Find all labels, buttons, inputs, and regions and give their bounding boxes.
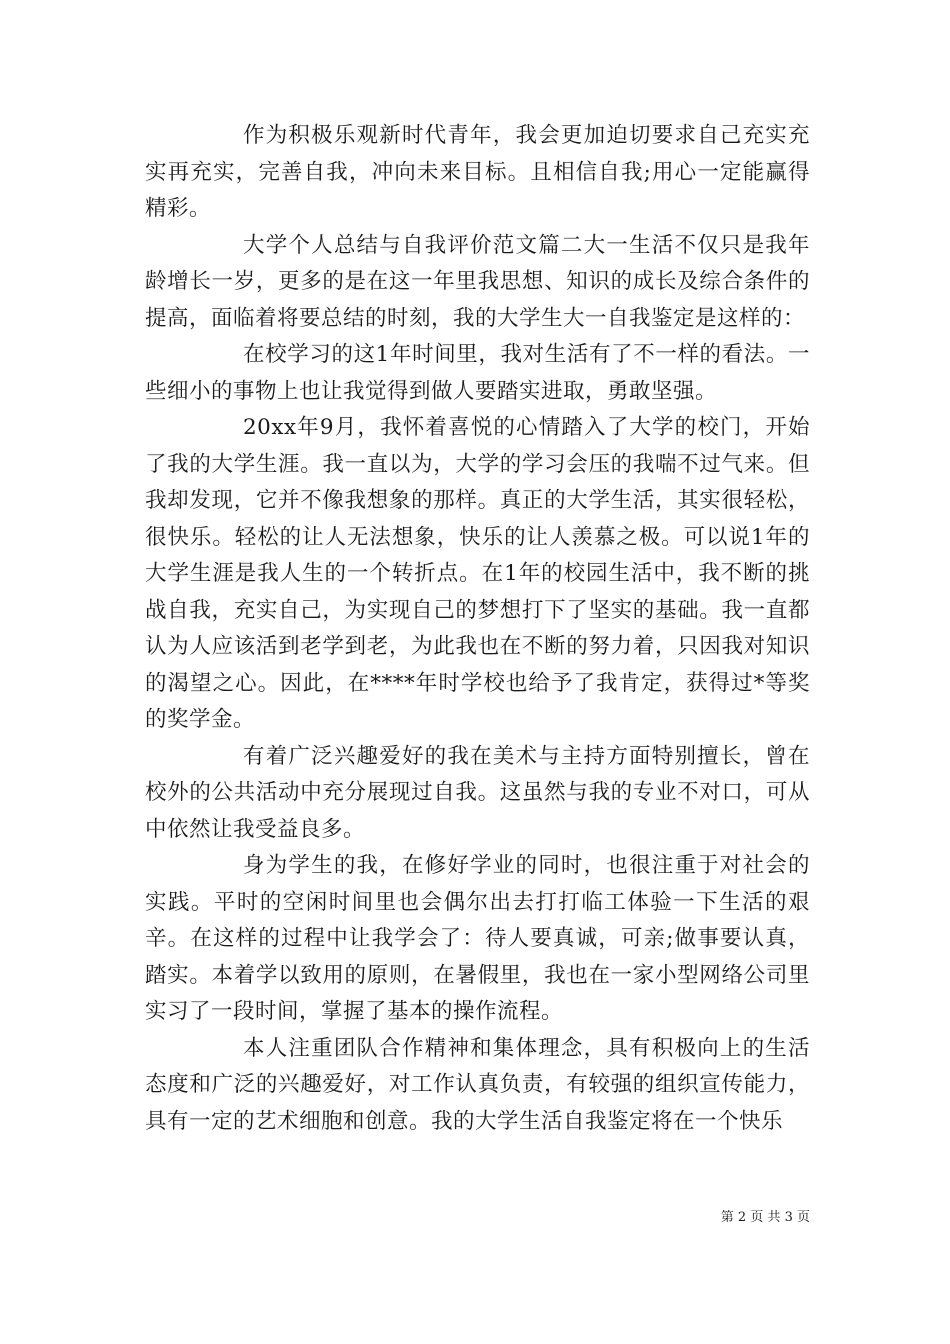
paragraph: 有着广泛兴趣爱好的我在美术与主持方面特别擅长，曾在校外的公共活动中充分展现过自我。这虽然与我的专业不对口，可从中依然让我受益良多。 — [145, 743, 810, 842]
document-body — [145, 118, 810, 1140]
paragraph: 20xx年9月，我怀着喜悦的心情踏入了大学的校门，开始了我的大学生涯。我一直以为，大学的学习会压的我喘不过气来。但我却发现，它并不像我想象的那样。真正的大学生活，其实很轻松，很快乐。轻松的让人无法想象，快乐的让人羡慕之极。可以说1年的大学生涯是我人生的一个转折点。在1年的校园生活中，我不断的挑战自我，充实自己，为实现自己的梦想打下了坚实的基础。我一直都认为人应该活到老学到老，为此我也在不断的努力着，只因我对知识的渴望之心。因此，在****年时学校也给予了我肯定，获得过*等奖的奖学金。 — [145, 415, 810, 732]
paragraph: 在校学习的这1年时间里，我对生活有了不一样的看法。一些细小的事物上也让我觉得到做人要踏实进取，勇敢坚强。 — [145, 342, 810, 404]
page-number-footer: 第 2 页 共 3 页 — [720, 1210, 810, 1225]
paragraph: 作为积极乐观新时代青年，我会更加迫切要求自己充实充实再充实，完善自我，冲向未来目标。且相信自我;用心一定能赢得精彩。 — [145, 123, 810, 221]
paragraph: 身为学生的我，在修好学业的同时，也很注重于对社会的实践。平时的空闲时间里也会偶尔出去打打临工体验一下生活的艰辛。在这样的过程中让我学会了：待人要真诚，可亲;做事要认真，踏实。本着学以致用的原则，在暑假里，我也在一家小型网络公司里实习了一段时间，掌握了基本的操作流程。 — [145, 853, 810, 1024]
paragraph: 本人注重团队合作精神和集体理念，具有积极向上的生活态度和广泛的兴趣爱好，对工作认真负责，有较强的组织宣传能力，具有一定的艺术细胞和创意。我的大学生活自我鉴定将在一个快乐 — [145, 1035, 810, 1134]
paragraph: 大学个人总结与自我评价范文篇二大一生活不仅只是我年龄增长一岁，更多的是在这一年里我思想、知识的成长及综合条件的提高，面临着将要总结的时刻，我的大学生大一自我鉴定是这样的： — [145, 232, 810, 331]
